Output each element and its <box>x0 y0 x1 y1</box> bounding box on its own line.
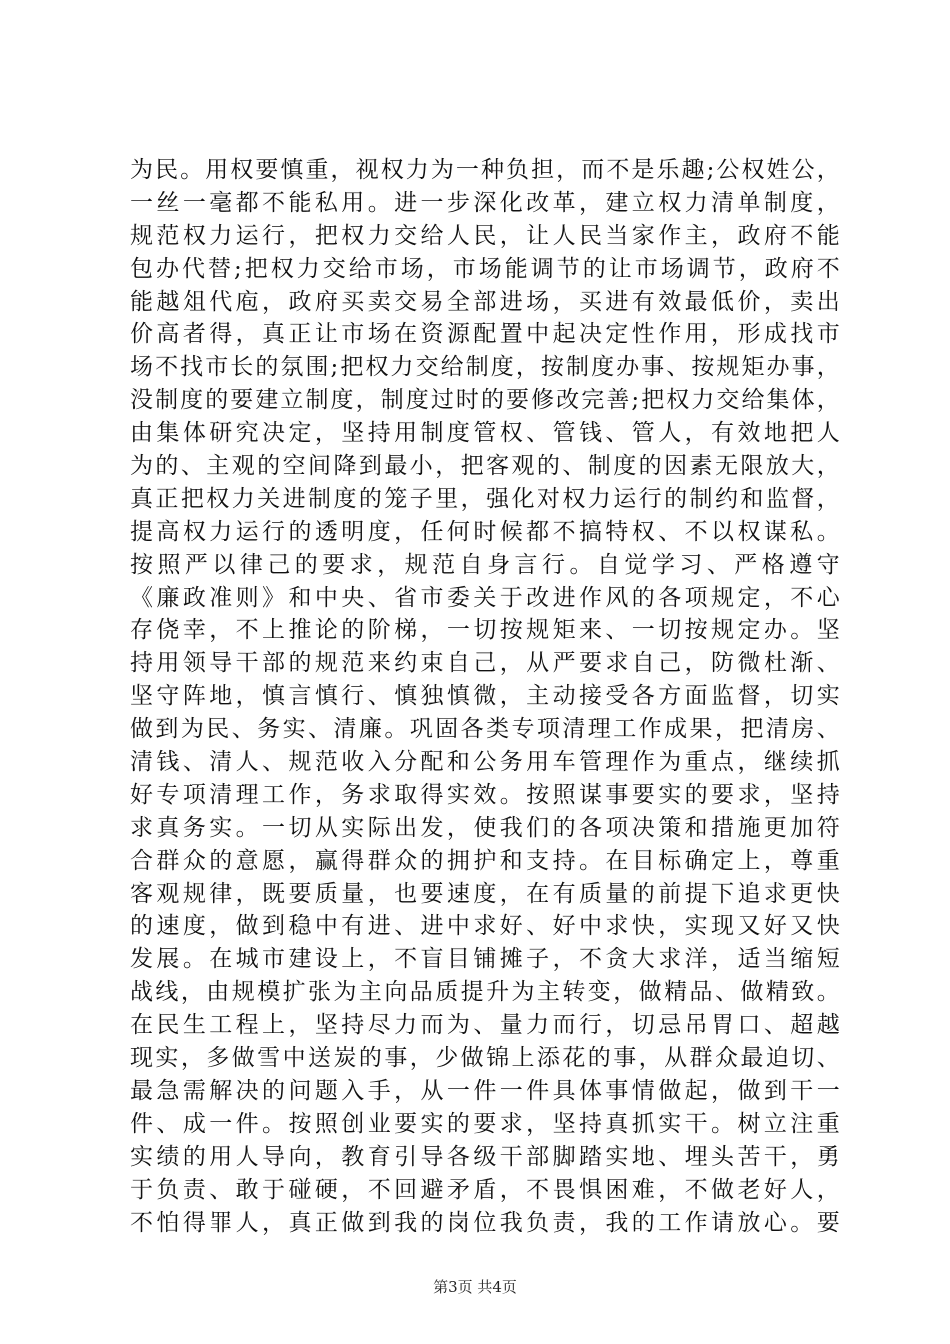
text-line: 坚守阵地，慎言慎行、慎独慎微，主动接受各方面监督，切实 <box>130 683 840 710</box>
text-line: 没制度的要建立制度，制度过时的要修改完善;把权力交给集体， <box>130 387 840 414</box>
text-line: 提高权力运行的透明度，任何时候都不搞特权、不以权谋私。 <box>130 518 840 545</box>
text-line: 一丝一毫都不能私用。进一步深化改革，建立权力清单制度， <box>130 189 840 216</box>
text-line: 为民。用权要慎重，视权力为一种负担，而不是乐趣;公权姓公， <box>130 157 840 183</box>
text-line: 持用领导干部的规范来约束自己，从严要求自己，防微杜渐、 <box>130 650 840 677</box>
text-line: 价高者得，真正让市场在资源配置中起决定性作用，形成找市 <box>130 321 840 348</box>
text-line: 好专项清理工作，务求取得实效。按照谋事要实的要求，坚持 <box>130 781 840 808</box>
text-line: 真正把权力关进制度的笼子里，强化对权力运行的制约和监督， <box>130 485 840 512</box>
text-line: 存侥幸，不上推论的阶梯，一切按规矩来、一切按规定办。坚 <box>130 617 840 644</box>
text-line: 实绩的用人导向，教育引导各级干部脚踏实地、埋头苦干，勇 <box>130 1143 840 1170</box>
text-line: 最急需解决的问题入手，从一件一件具体事情做起，做到干一 <box>130 1077 840 1104</box>
text-line: 包办代替;把权力交给市场，市场能调节的让市场调节，政府不 <box>130 255 840 282</box>
text-line: 规范权力运行，把权力交给人民，让人民当家作主，政府不能 <box>130 222 840 249</box>
text-line: 发展。在城市建设上，不盲目铺摊子，不贪大求洋，适当缩短 <box>130 946 840 973</box>
text-line: 的速度，做到稳中有进、进中求好、好中求快，实现又好又快 <box>130 913 840 940</box>
text-line: 《廉政准则》和中央、省市委关于改进作风的各项规定，不心 <box>130 584 840 611</box>
text-line: 在民生工程上，坚持尽力而为、量力而行，切忌吊胃口、超越 <box>130 1012 840 1039</box>
text-line: 现实，多做雪中送炭的事，少做锦上添花的事，从群众最迫切、 <box>130 1045 840 1072</box>
page-footer: 第3页 共4页 <box>433 1278 517 1296</box>
text-line: 能越俎代庖，政府买卖交易全部进场，买进有效最低价，卖出 <box>130 288 840 315</box>
text-line: 由集体研究决定，坚持用制度管权、管钱、管人，有效地把人 <box>130 420 840 447</box>
text-line: 客观规律，既要质量，也要速度，在有质量的前提下追求更快 <box>130 880 840 907</box>
text-line: 场不找市长的氛围;把权力交给制度，按制度办事、按规矩办事， <box>130 354 840 381</box>
text-line: 于负责、敢于碰硬，不回避矛盾，不畏惧困难，不做老好人， <box>130 1176 840 1203</box>
text-line: 清钱、清人、规范收入分配和公务用车管理作为重点，继续抓 <box>130 749 840 776</box>
text-line: 不怕得罪人，真正做到我的岗位我负责，我的工作请放心。要 <box>130 1209 840 1236</box>
text-line: 战线，由规模扩张为主向品质提升为主转变，做精品、做精致。 <box>130 979 840 1006</box>
text-line: 做到为民、务实、清廉。巩固各类专项清理工作成果，把清房、 <box>130 716 840 743</box>
body-text <box>130 154 840 1239</box>
text-line: 件、成一件。按照创业要实的要求，坚持真抓实干。树立注重 <box>130 1110 840 1137</box>
text-line: 按照严以律己的要求，规范自身言行。自觉学习、严格遵守 <box>130 551 840 578</box>
text-line: 求真务实。一切从实际出发，使我们的各项决策和措施更加符 <box>130 814 840 841</box>
text-line: 为的、主观的空间降到最小，把客观的、制度的因素无限放大， <box>130 453 840 480</box>
text-line: 合群众的意愿，赢得群众的拥护和支持。在目标确定上，尊重 <box>130 847 840 874</box>
